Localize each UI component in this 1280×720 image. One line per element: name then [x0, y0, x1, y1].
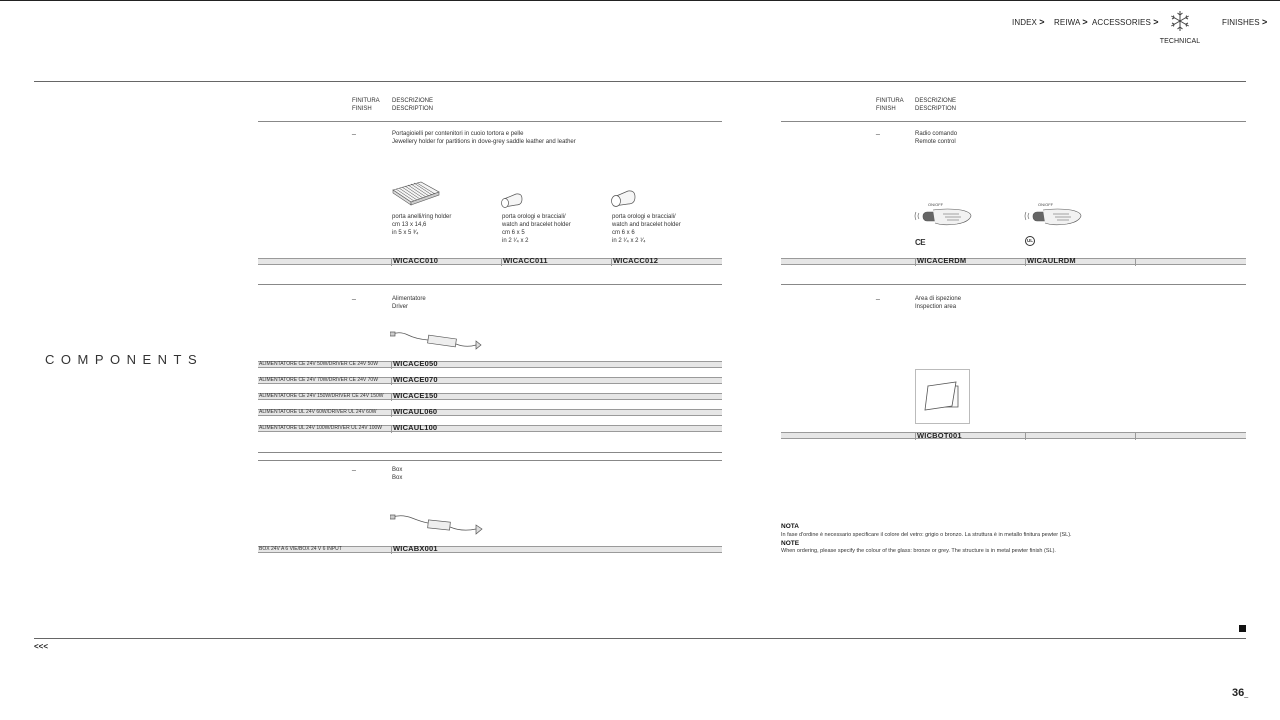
ring-holder-in: in 5 x 5 ³⁄₄ — [392, 230, 419, 236]
description-label: DESCRIPTION — [392, 106, 434, 112]
nav-technical-label: TECHNICAL — [1159, 38, 1201, 45]
code-wicaul100: WICAUL100 — [393, 423, 438, 432]
code-wicacc012: WICACC012 — [613, 256, 659, 265]
jewellery-finish-dash: _ — [352, 128, 356, 135]
on-off-label-ul: ON/OFF — [1038, 202, 1054, 207]
inspection-finish-dash: _ — [876, 293, 880, 300]
remote-finish-dash: _ — [876, 128, 880, 135]
watch-large-name-en: watch and bracelet holder — [612, 222, 681, 228]
driver-desc-en: Driver — [392, 304, 408, 310]
ring-holder-icon — [391, 180, 441, 206]
inspection-desc-en: Inspection area — [915, 304, 957, 310]
nav-finishes-label: FINISHES — [1222, 18, 1260, 27]
right-description-label: DESCRIPTION — [915, 106, 957, 112]
nav-reiwa-link[interactable] — [1054, 17, 1088, 27]
code-wicace070: WICACE070 — [393, 375, 438, 384]
watch-holder-small-specs — [502, 213, 571, 245]
header-rule — [34, 81, 1246, 82]
back-link[interactable]: <<< — [34, 642, 49, 651]
driver-section-rule — [258, 284, 722, 285]
nav-finishes-link[interactable] — [1222, 17, 1267, 27]
box-desc-en: Box — [392, 475, 403, 481]
square-marker-icon — [1239, 625, 1246, 632]
left-header-rule — [258, 121, 722, 122]
watch-small-cm: cm 6 x 5 — [502, 230, 525, 236]
jewellery-desc-it: Portagioielli per contenitori in cuoio tortora e pelle — [392, 131, 524, 137]
jewellery-desc-en: Jewellery holder for partitions in dove-grey saddle leather and leather — [392, 139, 576, 145]
finitura-label: FINITURA — [352, 98, 380, 104]
on-off-label-ce: ON/OFF — [928, 202, 944, 207]
nav-accessories-link[interactable] — [1092, 17, 1159, 27]
code-wicace050: WICACE050 — [393, 359, 438, 368]
box-section-rule-2 — [258, 460, 722, 461]
box-finish-dash: _ — [352, 464, 356, 471]
inspection-code-bar — [781, 432, 1246, 439]
inspection-description — [915, 295, 961, 311]
inspection-section-rule — [781, 284, 1246, 285]
driver-row-1-label: ALIMENTATORE CE 24V 50W/DRIVER CE 24V 50W — [259, 361, 378, 367]
driver-row-3-label: ALIMENTATORE CE 24V 150W/DRIVER CE 24V 150W — [259, 393, 384, 399]
page-number-value: 36 — [1232, 687, 1245, 699]
nav-finishes-arrow: > — [1262, 17, 1268, 27]
code-wicacc010: WICACC010 — [393, 256, 439, 265]
nav-accessories-label: ACCESSORIES — [1092, 18, 1151, 27]
nav-index-link[interactable] — [1012, 17, 1045, 27]
remote-ul-figure — [1023, 202, 1085, 228]
inspection-desc-it: Area di ispezione — [915, 296, 962, 302]
code-wicaulrdm: WICAULRDM — [1027, 256, 1076, 265]
remote-ce-figure — [913, 202, 975, 228]
nav-index-label: INDEX — [1012, 18, 1037, 27]
remote-desc-en: Remote control — [915, 139, 956, 145]
right-description-header — [915, 97, 956, 113]
watch-large-in: in 2 ¹⁄₄ x 2 ¹⁄₄ — [612, 238, 646, 244]
section-title: COMPONENTS — [45, 352, 204, 367]
box-row-label: BOX 24V A 6 VIE/BOX 24 V 6 INPUT — [259, 546, 342, 552]
remote-code-bar — [781, 258, 1246, 265]
ring-holder-cm: cm 13 x 14,6 — [392, 222, 427, 228]
remote-desc-it: Radio comando — [915, 131, 958, 137]
nota-title: NOTA — [781, 523, 799, 530]
remote-hand-icon-ul — [1023, 206, 1085, 228]
box-section-rule-1 — [258, 452, 722, 453]
note-title: NOTE — [781, 540, 800, 547]
code-wicacc011: WICACC011 — [503, 256, 548, 265]
code-wicbot001: WICBOT001 — [917, 431, 962, 440]
nav-reiwa-label: REIWA — [1054, 18, 1080, 27]
nav-accessories-arrow: > — [1153, 17, 1159, 27]
remote-description — [915, 130, 957, 146]
code-wicacerdm: WICACERDM — [917, 256, 967, 265]
inspection-area-image — [915, 369, 970, 424]
jewellery-description — [392, 130, 576, 146]
watch-large-cm: cm 6 x 6 — [612, 230, 635, 236]
left-finish-header — [352, 97, 380, 113]
code-wicace150: WICACE150 — [393, 391, 438, 400]
driver-row-4-label: ALIMENTATORE UL 24V 60W/DRIVER UL 24V 60W — [259, 409, 377, 415]
snowflake-icon — [1169, 10, 1191, 32]
driver-icon — [390, 328, 484, 354]
finish-label: FINISH — [352, 106, 372, 112]
nav-reiwa-arrow: > — [1082, 17, 1088, 27]
watch-holder-large-icon — [610, 188, 638, 208]
box-description — [392, 466, 402, 482]
watch-large-name-it: porta orologi e bracciali/ — [612, 214, 676, 220]
remote-hand-icon — [913, 206, 975, 228]
driver-desc-it: Alimentatore — [392, 296, 426, 302]
watch-small-name-it: porta orologi e bracciali/ — [502, 214, 566, 220]
watch-holder-large-specs — [612, 213, 681, 245]
footer-rule — [34, 638, 1246, 639]
nav-index-arrow: > — [1039, 17, 1045, 27]
driver-row-5-label: ALIMENTATORE UL 24V 100W/DRIVER UL 24V 100W — [259, 425, 383, 431]
watch-holder-small-icon — [500, 191, 526, 209]
watch-small-name-en: watch and bracelet holder — [502, 222, 571, 228]
driver-description — [392, 295, 426, 311]
page-number: 36_ — [1232, 687, 1249, 699]
top-border — [0, 0, 1280, 1]
code-wicabx001: WICABX001 — [393, 544, 438, 553]
code-wicaul060: WICAUL060 — [393, 407, 438, 416]
watch-small-in: in 2 ¹⁄₄ x 2 — [502, 238, 529, 244]
note-text-en: When ordering, please specify the colour of the glass: bronze or grey. The structure is in metal pewter finish (SL). — [781, 548, 1056, 554]
box-desc-it: Box — [392, 467, 403, 473]
ring-holder-specs — [392, 213, 451, 237]
nav-technical-link[interactable] — [1158, 10, 1202, 45]
right-finitura-label: FINITURA — [876, 98, 904, 104]
left-description-header — [392, 97, 433, 113]
inspection-hatch-icon — [916, 370, 969, 423]
descrizione-label: DESCRIZIONE — [392, 98, 434, 104]
driver-row-2-label: ALIMENTATORE CE 24V 70W/DRIVER CE 24V 70W — [259, 377, 378, 383]
right-descrizione-label: DESCRIZIONE — [915, 98, 957, 104]
ring-holder-name: porta anelli/ring holder — [392, 214, 452, 220]
right-finish-label: FINISH — [876, 106, 896, 112]
box-icon — [390, 512, 484, 540]
nota-text-it: In fase d'ordine è necessario specificare il colore del vetro: grigio o bronzo. La struttura è in metallo finitura pewter (SL). — [781, 532, 1072, 538]
driver-finish-dash: _ — [352, 293, 356, 300]
right-header-rule — [781, 121, 1246, 122]
right-finish-header — [876, 97, 904, 113]
ce-mark: CE — [915, 238, 926, 247]
ul-mark: UL — [1025, 236, 1035, 246]
